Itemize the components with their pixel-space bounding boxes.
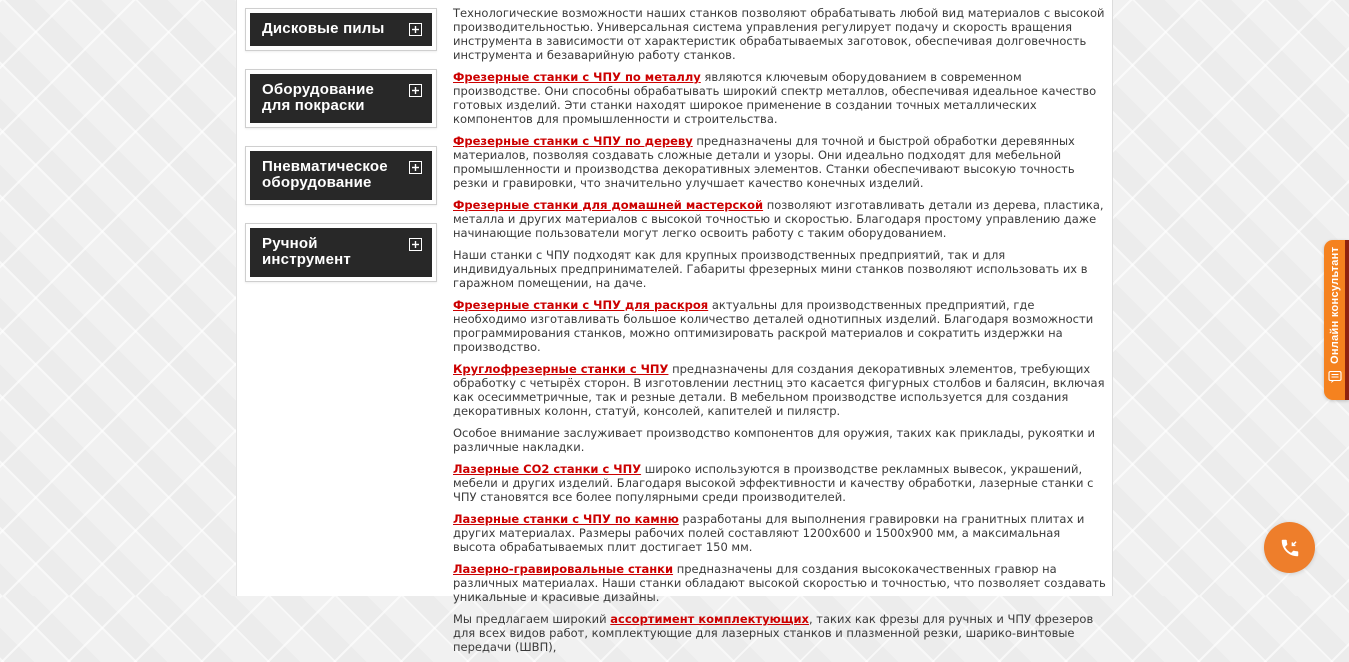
paragraph: [453, 426, 1106, 454]
content-link[interactable]: Фрезерные станки с ЧПУ по металлу: [453, 70, 701, 84]
content-link[interactable]: Фрезерные станки для домашней мастерской: [453, 198, 764, 212]
chat-bubble-icon: [1328, 370, 1342, 384]
paragraph-text: разработаны для выполнения гравировки на гранитных плитах и других материалах. Размеры рабочих полей составляют 1200х600 и 1500х900 мм, а максимальная высота обрабатываемых плит достигает 150 мм.: [453, 512, 1085, 554]
paragraph-text: , таких как фрезы для ручных и ЧПУ фрезеров для всех видов работ, комплектующие для лазерных станков и плазменной резки, шарико-винтовые передачи (ШВП),: [453, 612, 1094, 654]
phone-callback-icon: [1279, 537, 1301, 559]
paragraph-text: предназначены для создания декоративных элементов, требующих обработку с четырёх сторон. В изготовлении лестниц это касается фигурных столбов и балясин, включая как осесимметричные, так и резные детали. В мебельном производстве используется для создания декоративных колонн, статуй, консолей, капителей и пилястр.: [453, 362, 1105, 418]
sidebar-item-label: Дисковые пилы: [262, 20, 385, 37]
paragraph: [453, 562, 1106, 604]
paragraph-text: актуальны для производственных предприятий, где необходимо изготавливать большое количество деталей однотипных изделий. Благодаря возможности программирования станков, можно оптимизировать раскрой материалов и сократить издержки на производство.: [453, 298, 1094, 354]
paragraph-text: Технологические возможности наших станков позволяют обрабатывать любой вид материалов с высокой производительностью. Универсальная система управления регулирует подачу и скорость вращения инструмента в зависимости от характеристик обрабатываемых заготовок, обеспечивая долговечность инструмента и безаварийную работу станков.: [453, 6, 1105, 62]
page-container: [236, 0, 1113, 654]
paragraph: [453, 198, 1106, 240]
sidebar: [245, 8, 437, 300]
content-link[interactable]: Лазерные станки с ЧПУ по камню: [453, 512, 679, 526]
paragraph-text: Мы предлагаем широкий: [453, 612, 611, 626]
content-link[interactable]: Лазерно-гравировальные станки: [453, 562, 674, 576]
online-consultant-tab[interactable]: [1324, 240, 1349, 400]
sidebar-item-button[interactable]: [250, 151, 432, 200]
paragraph: [453, 70, 1106, 126]
content-link[interactable]: Круглофрезерные станки с ЧПУ: [453, 362, 669, 376]
consultant-tab-label: Онлайн консультант: [1329, 246, 1341, 364]
paragraph-text: предназначены для создания высококачественных гравюр на различных материалах. Наши станки обладают высокой скоростью и точностью, что позволяет создавать уникальные и красивые дизайны.: [453, 562, 1106, 604]
content-link[interactable]: Фрезерные станки с ЧПУ для раскроя: [453, 298, 709, 312]
text-column: [453, 6, 1106, 662]
sidebar-item-label: Оборудование для покраски: [262, 81, 375, 114]
paragraph: [453, 612, 1106, 654]
paragraph-text: являются ключевым оборудованием в современном производстве. Они способны обрабатывать широкий спектр металлов, обеспечивая идеальное качество готовых изделий. Эти станки находят широкое применение в создании точных металлических компонентов для промышленности и строительства.: [453, 70, 1097, 126]
sidebar-item-label: Ручной инструмент: [262, 235, 351, 268]
paragraph: [453, 134, 1106, 190]
sidebar-item-disk-saws[interactable]: [245, 8, 437, 51]
plus-square-icon[interactable]: [409, 161, 422, 174]
paragraph: [453, 248, 1106, 290]
paragraph-text: Особое внимание заслуживает производство компонентов для оружия, таких как приклады, рукоятки и различные накладки.: [453, 426, 1095, 454]
paragraph-text: широко используются в производстве рекламных вывесок, украшений, мебели и других изделий. Благодаря высокой эффективности и качеству обработки, лазерные станки с ЧПУ становятся все более популярными среди производителей.: [453, 462, 1094, 504]
paragraph: [453, 298, 1106, 354]
sidebar-item-painting-equipment[interactable]: [245, 69, 437, 128]
sidebar-item-button[interactable]: [250, 74, 432, 123]
sidebar-item-hand-tools[interactable]: [245, 223, 437, 282]
sidebar-item-label: Пневматическое оборудование: [262, 158, 388, 191]
plus-square-icon[interactable]: [409, 238, 422, 251]
paragraph: [453, 512, 1106, 554]
paragraph-text: предназначены для точной и быстрой обработки деревянных материалов, позволяя создавать сложные детали и узоры. Они идеально подходят для мебельной промышленности и производства декоративных элементов. Станки обеспечивают высокую точность резки и гравировки, что значительно улучшает качество конечных изделий.: [453, 134, 1075, 190]
sidebar-item-button[interactable]: [250, 228, 432, 277]
plus-square-icon[interactable]: [409, 23, 422, 36]
content-link[interactable]: Лазерные CO2 станки с ЧПУ: [453, 462, 642, 476]
plus-square-icon[interactable]: [409, 84, 422, 97]
paragraph: [453, 6, 1106, 62]
paragraph-text: позволяют изготавливать детали из дерева, пластика, металла и других материалов с высокой точностью и скоростью. Благодаря простому управлению даже начинающие пользователи могут легко освоить работу с таким оборудованием.: [453, 198, 1104, 240]
paragraph: [453, 362, 1106, 418]
callback-button[interactable]: [1264, 522, 1315, 573]
content-link[interactable]: Фрезерные станки с ЧПУ по дереву: [453, 134, 693, 148]
paragraph: [453, 462, 1106, 504]
sidebar-item-button[interactable]: [250, 13, 432, 46]
paragraph-text: Наши станки с ЧПУ подходят как для крупных производственных предприятий, так и для индивидуальных предпринимателей. Габариты фрезерных мини станков позволяют использовать их в гаражном помещении, на даче.: [453, 248, 1088, 290]
sidebar-item-pneumatic-equipment[interactable]: [245, 146, 437, 205]
content-link[interactable]: ассортимент комплектующих: [610, 612, 809, 626]
